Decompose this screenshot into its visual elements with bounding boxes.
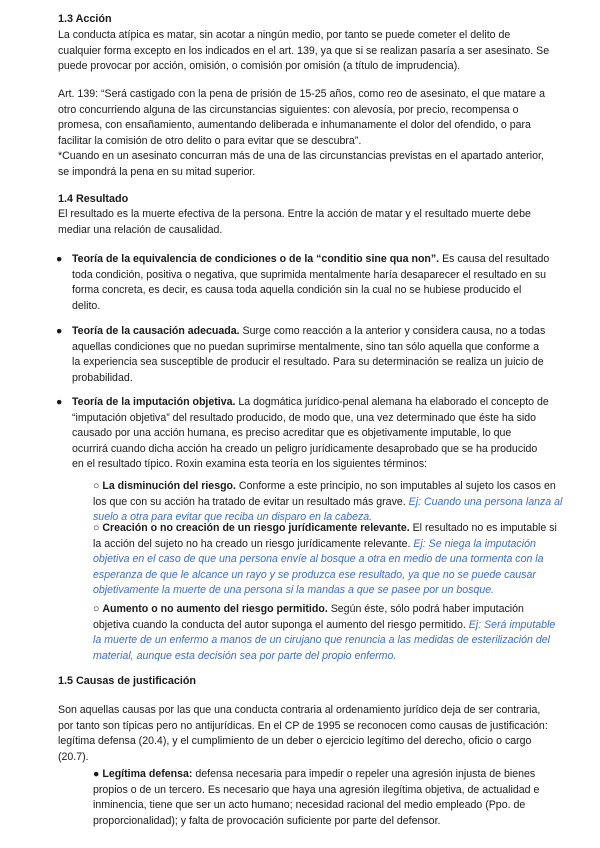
bullet-icon: ●: [56, 396, 63, 408]
sub-item-text: Según éste, sólo podrá haber imputación objetiva cuando la conducta del autor suponga el aumento del riesgo permitido.: [93, 603, 524, 631]
sub-item-heading: Aumento o no aumento del riesgo permitido.: [102, 603, 328, 615]
bullet-icon: ●: [93, 768, 103, 780]
circle-bullet: ○: [93, 480, 103, 492]
list-item-text: La dogmática jurídico-penal alemana ha elaborado el concepto de “imputación objetiva” del resultado producido, de modo que, una vez determinado que éste ha sido causado por una acción humana, es preciso acreditar que es objetivamente imputable, lo que ocurrirá cuando dicha acción ha creado un peligro jurídicamente desaprobado que se ha producido en el resultado típico. Roxin examina esta teoría en los siguientes términos:: [72, 396, 549, 471]
list-item-text: defensa necesaria para impedir o repeler una agresión injusta de bienes propios o de un tercero. Es necesario que haya una agresión ilegítima objetiva, de actualidad e inminencia, tiene que ser un acto humano; necesidad racional del medio empleado (Ppo. de proporcionalidad); y falta de provocación suficiente por parte del defensor.: [93, 768, 540, 827]
list-item: [58, 252, 550, 314]
sub-list-item: [93, 479, 563, 526]
circle-bullet: ○: [93, 522, 103, 534]
sub-item-heading: Creación o no creación de un riesgo jurídicamente relevante.: [102, 522, 410, 534]
sub-item-text: Conforme a este principio, no son imputables al sujeto los casos en los que con su acción ha tratado de evitar un resultado más grave.: [93, 480, 556, 508]
list-item: [93, 767, 563, 829]
sub-list-item: [93, 521, 563, 599]
circle-bullet: ○: [93, 603, 103, 615]
sub-item-heading: La disminución del riesgo.: [102, 480, 236, 492]
list-item: [58, 324, 550, 386]
article-quote: Art. 139: “Será castigado con la pena de prisión de 15-25 años, como reo de asesinato, el que matare a otro concurriendo alguna de las circunstancias siguientes: con alevosía, por precio, recompensa o promesa, con ensañamiento, aumentando deliberada e inhumanamente el dolor del ofendido, o para facilitar la comisión de otro delito o para evitar que se descubra”.: [58, 88, 546, 147]
section-title-resultado: 1.4 Resultado: [58, 193, 129, 205]
paragraph: El resultado es la muerte efectiva de la persona. Entre la acción de matar y el resultado muerte debe mediar una relación de causalidad.: [58, 208, 531, 236]
sub-list-item: [93, 602, 563, 664]
list-item: [58, 395, 550, 473]
sub-item-text: El resultado no es imputable si la acción del sujeto no ha creado un riesgo jurídicamente relevante.: [93, 522, 557, 550]
list-item-heading: Teoría de la equivalencia de condiciones o de la “conditio sine qua non”.: [72, 253, 440, 265]
list-item-heading: Teoría de la imputación objetiva.: [72, 396, 236, 408]
list-item-heading: Teoría de la causación adecuada.: [72, 325, 240, 337]
bullet-icon: ●: [56, 325, 63, 337]
section-title-accion: 1.3 Acción: [58, 13, 112, 25]
paragraph: La conducta atípica es matar, sin acotar a ningún medio, por tanto se puede cometer el delito de cualquier forma excepto en los indicados en el art. 139, ya que si se realizan pasaría a ser asesinato. Se puede provocar por acción, omisión, o comisión por omisión (a título de imprudencia).: [58, 29, 550, 73]
list-item-text: Es causa del resultado toda condición, positiva o negativa, que suprimida mentalmente haría desaparecer el resultado en su forma concreta, es decir, es causa toda aquella condición sin la cual no se hubiese producido el delito.: [72, 253, 550, 312]
example-text: Ej: Cuando una persona lanza al suelo a otra para evitar que reciba un disparo en la cabeza.: [93, 495, 563, 524]
example-text: Ej: Se niega la imputación objetiva en el caso de que una persona envíe al bosque a otra en medio de una tormenta con la esperanza de que le alcance un rayo y se produzca ese resultado, ya que no se puede causar objetivamente la muerte de una persona si la mandas a que se pasee por un bosque.: [93, 537, 544, 597]
list-item-heading: Legítima defensa:: [102, 768, 193, 780]
section-title-causas: 1.5 Causas de justificación: [58, 675, 197, 687]
bullet-icon: ●: [56, 253, 63, 265]
list-item-text: Surge como reacción a la anterior y considera causa, no a todas aquellas condiciones que no puedan suprimirse mentalmente, sino tan sólo aquella que conforme a la experiencia sea susceptible de producir el resultado. Para su determinación se realiza un juicio de probabilidad.: [72, 325, 546, 384]
example-text: Ej: Será imputable la muerte de un enfermo a manos de un cirujano que renuncia a las medidas de esterilización del material, aunque esta decisión sea por parte del propio enfermo.: [93, 618, 556, 662]
note-paragraph: *Cuando en un asesinato concurran más de una de las circunstancias previstas en el apartado anterior, se impondrá la pena en su mitad superior.: [58, 150, 544, 178]
paragraph: Son aquellas causas por las que una conducta contraria al ordenamiento jurídico deja de ser contraria, por tanto son típicas pero no antijurídicas. En el CP de 1995 se reconocen como causas de justificación: legítima defensa (20.4), y el cumplimiento de un deber o ejercicio legítimo del derecho, oficio o cargo (20.7).: [58, 704, 548, 763]
